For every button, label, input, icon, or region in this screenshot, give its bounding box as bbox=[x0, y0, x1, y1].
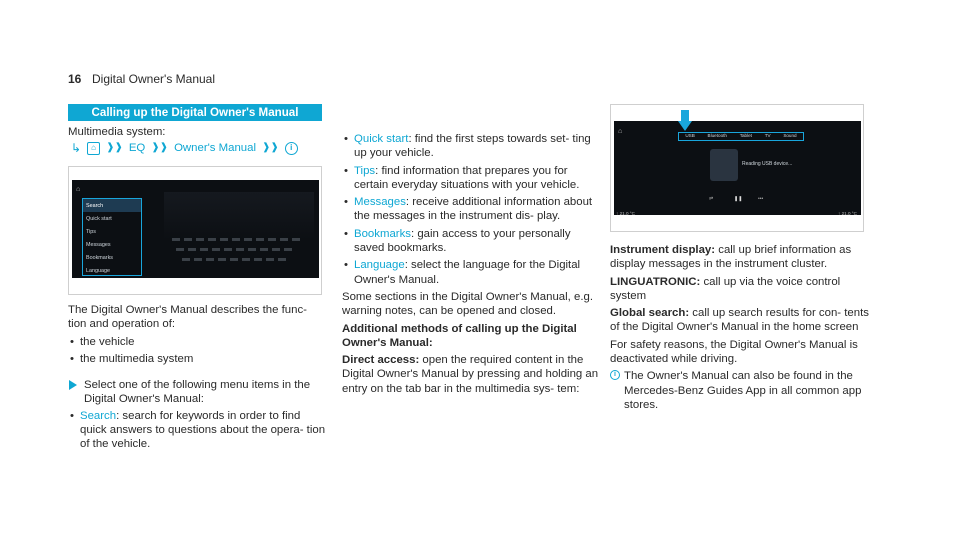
sections-text: Some sections in the Digital Owner's Manual, e.g. warning notes, can be opened and closed. bbox=[342, 290, 593, 318]
direct-access-text bbox=[342, 353, 602, 396]
item-description: : gain access to your personally saved bookmarks. bbox=[354, 227, 571, 255]
instruction-step bbox=[68, 378, 326, 407]
shuffle-icon: ⇌ bbox=[709, 196, 714, 202]
instrument-display-text bbox=[610, 243, 870, 272]
path-label: Multimedia system: bbox=[68, 126, 166, 138]
bookmarks-link[interactable]: Bookmarks bbox=[354, 227, 411, 240]
instruction-text: Select one of the following menu items in the Digital Owner's Manual: bbox=[84, 379, 311, 406]
bullet-list bbox=[68, 335, 326, 367]
path-item-eq: EQ bbox=[128, 142, 146, 155]
status-text: Reading USB device... bbox=[742, 161, 793, 167]
item-description: : receive additional information about the messages in the instrument dis- play. bbox=[354, 196, 593, 223]
tab-bluetooth: Bluetooth bbox=[707, 133, 727, 139]
list-item bbox=[68, 409, 326, 452]
path-item-manual: Owner's Manual bbox=[174, 142, 257, 155]
linguatronic-label: LINGUATRONIC: bbox=[610, 275, 701, 288]
column-3 bbox=[610, 243, 870, 412]
safety-text: For safety reasons, the Digital Owner's Manual is deactivated while driving. bbox=[610, 338, 858, 366]
linguatronic-text bbox=[610, 275, 870, 304]
double-chevron-icon: ❱❱ bbox=[151, 142, 169, 154]
list-item bbox=[342, 195, 602, 224]
list-item: • the multimedia system bbox=[68, 352, 326, 366]
language-link[interactable]: Language bbox=[354, 259, 405, 272]
linguatronic-description: call up via the voice control system bbox=[610, 275, 841, 302]
search-description: : search for keywords in order to find quick answers to questions about the opera- tion of the vehicle. bbox=[80, 409, 326, 451]
list-item bbox=[342, 227, 602, 256]
double-chevron-icon: ❱❱ bbox=[106, 142, 123, 154]
left-temperature: ↑ 21.0 °C bbox=[616, 211, 635, 215]
intro-text: The Digital Owner's Manual describes the func- tion and operation of: bbox=[68, 304, 307, 331]
info-icon: i bbox=[610, 370, 620, 380]
right-temperature: ↑ 21.0 °C bbox=[838, 211, 857, 215]
item-description: : find information that prepares you for certain everyday situations with your vehicle. bbox=[354, 164, 580, 191]
screen-image bbox=[72, 180, 319, 278]
press-arrow-icon bbox=[678, 110, 692, 132]
list-item bbox=[342, 258, 602, 287]
column-2 bbox=[342, 130, 602, 399]
keyboard-graphic bbox=[172, 238, 312, 268]
direct-access-label: Direct access: bbox=[342, 354, 420, 367]
list-item: • the vehicle bbox=[68, 335, 326, 349]
media-cover bbox=[710, 149, 738, 181]
item-description: : find the first steps towards set- ting up your vehicle. bbox=[354, 133, 591, 160]
menu-item: Language bbox=[86, 267, 110, 274]
menu-list bbox=[82, 198, 142, 276]
menu-item: Search bbox=[83, 199, 141, 212]
double-chevron-icon: ❱❱ bbox=[262, 142, 279, 154]
section-title: Calling up the Digital Owner's Manual bbox=[68, 104, 322, 121]
pause-icon: ❚❚ bbox=[734, 196, 743, 202]
home-icon: ⌂ bbox=[76, 186, 81, 193]
list-item bbox=[342, 132, 602, 161]
menu-items-list bbox=[342, 132, 602, 287]
global-search-description: call up search results for con- tents of the Digital Owner's Manual in the home screen bbox=[610, 307, 869, 334]
tab-tv: TV bbox=[764, 133, 771, 139]
tab-usb: USB bbox=[685, 133, 695, 139]
menu-item: Bookmarks bbox=[86, 254, 113, 261]
menu-item: Quick start bbox=[86, 215, 112, 222]
direct-access-description: open the required content in the Digital Owner's Manual by pressing and holding an entry on the tab bar in the multimedia sys- tem: bbox=[342, 354, 599, 395]
instrument-display-label: Instrument display: bbox=[610, 244, 716, 256]
home-icon: ⌂ bbox=[87, 142, 100, 155]
menu-path bbox=[71, 141, 326, 155]
home-icon: ⌂ bbox=[618, 128, 623, 135]
note bbox=[610, 369, 870, 412]
additional-methods-heading: Additional methods of calling up the Digital Owner's Manual: bbox=[342, 322, 577, 349]
list-item bbox=[342, 164, 602, 193]
note-text: The Owner's Manual can also be found in the Mercedes-Benz Guides App in all common app stores. bbox=[624, 370, 862, 411]
item-description: : select the language for the Digital Owner's Manual. bbox=[354, 259, 581, 286]
more-icon: ••• bbox=[758, 196, 764, 202]
info-icon: i bbox=[285, 142, 298, 155]
running-header: Digital Owner's Manual bbox=[92, 72, 216, 86]
screen-image bbox=[614, 121, 861, 215]
tab-tablet: Tablet bbox=[739, 133, 752, 139]
search-link[interactable]: Search bbox=[80, 409, 117, 422]
tab-sound: Sound bbox=[783, 133, 797, 139]
column-1 bbox=[68, 125, 326, 156]
menu-item: Tips bbox=[86, 228, 96, 235]
tab-bar bbox=[678, 132, 804, 141]
global-search-label: Global search: bbox=[610, 307, 690, 320]
menu-items-list bbox=[68, 409, 326, 452]
column-1-body bbox=[68, 303, 326, 455]
tips-link[interactable]: Tips bbox=[354, 164, 376, 177]
instrument-display-description: call up brief information as display messages in the instrument cluster. bbox=[610, 244, 852, 271]
figure-manual-menu bbox=[68, 166, 322, 295]
global-search-text bbox=[610, 306, 870, 335]
arrow-right-icon: ↳ bbox=[71, 141, 82, 156]
quick-start-link[interactable]: Quick start bbox=[354, 133, 409, 145]
content-area bbox=[164, 192, 314, 240]
figure-usb-screen bbox=[610, 104, 864, 232]
menu-item: Messages bbox=[86, 241, 111, 248]
page-number: 16 bbox=[68, 72, 82, 86]
play-icon bbox=[69, 380, 77, 390]
messages-link[interactable]: Messages bbox=[354, 196, 406, 209]
